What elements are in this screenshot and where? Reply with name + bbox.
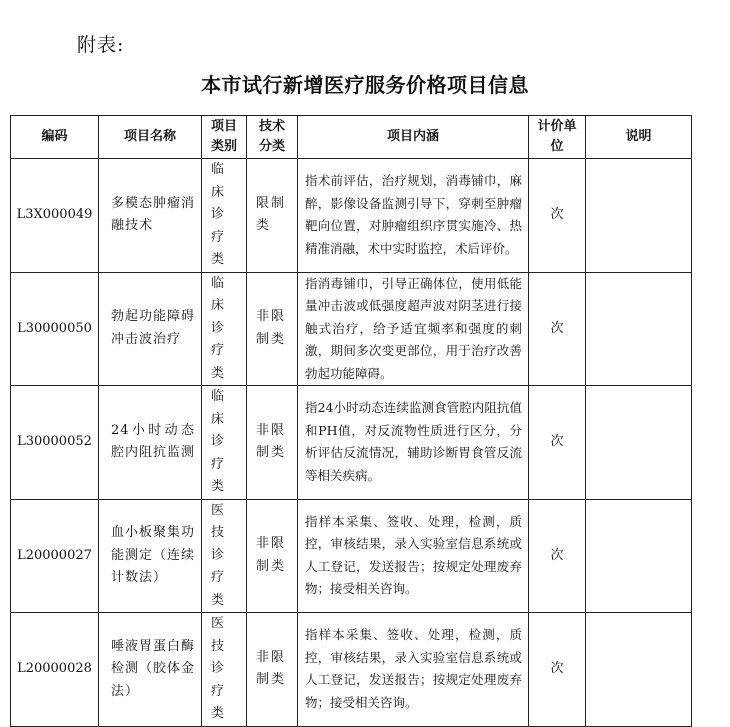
cell-tech-class: 非限制类 xyxy=(247,272,298,386)
cell-unit: 次 xyxy=(529,159,586,273)
cell-content: 指24小时动态连续监测食管腔内阻抗值和PH值，对反流物性质进行区分，分析评估反流情况，辅助诊断胃食管反流等相关疾病。 xyxy=(298,386,529,500)
cell-content: 指消毒铺巾，引导正确体位，使用低能量冲击波或低强度超声波对阴茎进行接触式治疗，给予适宜频率和强度的刺激，期间多次变更部位，用于治疗改善勃起功能障碍。 xyxy=(298,272,529,386)
document-title: 本市试行新增医疗服务价格项目信息 xyxy=(201,73,529,97)
cell-unit: 次 xyxy=(529,386,586,500)
header-tech-class: 技术分类 xyxy=(247,116,298,159)
header-category: 项目类别 xyxy=(202,116,247,159)
cell-name: 24小时动态腔内阻抗监测 xyxy=(99,386,202,500)
cell-note xyxy=(586,613,692,727)
cell-tech-class: 非限制类 xyxy=(247,386,298,500)
header-code: 编码 xyxy=(11,116,99,159)
cell-category: 医技诊疗类 xyxy=(202,499,247,613)
table-row xyxy=(11,613,692,727)
header-unit: 计价单位 xyxy=(529,116,586,159)
cell-unit: 次 xyxy=(529,613,586,727)
header-note: 说明 xyxy=(586,116,692,159)
cell-category: 临床诊疗类 xyxy=(202,159,247,273)
header-content: 项目内涵 xyxy=(298,116,529,159)
cell-name: 多模态肿瘤消融技术 xyxy=(99,159,202,273)
table-row xyxy=(11,159,692,273)
cell-name: 血小板聚集功能测定（连续计数法） xyxy=(99,499,202,613)
cell-code: L30000052 xyxy=(11,386,99,500)
table-header-row xyxy=(11,116,692,159)
cell-tech-class: 非限制类 xyxy=(247,499,298,613)
cell-tech-class: 限制类 xyxy=(247,159,298,273)
cell-content: 指样本采集、签收、处理，检测，质控，审核结果，录入实验室信息系统或人工登记，发送报告；按规定处理废弃物；接受相关咨询。 xyxy=(298,499,529,613)
cell-tech-class: 非限制类 xyxy=(247,613,298,727)
cell-category: 医技诊疗类 xyxy=(202,613,247,727)
price-item-table xyxy=(10,115,692,727)
cell-note xyxy=(586,159,692,273)
cell-note xyxy=(586,272,692,386)
cell-name: 唾液胃蛋白酶检测（胶体金法） xyxy=(99,613,202,727)
annex-label: 附表: xyxy=(77,34,125,56)
cell-name: 勃起功能障碍冲击波治疗 xyxy=(99,272,202,386)
cell-unit: 次 xyxy=(529,499,586,613)
cell-code: L3X000049 xyxy=(11,159,99,273)
cell-content: 指样本采集、签收、处理，检测，质控，审核结果，录入实验室信息系统或人工登记，发送报告；按规定处理废弃物；接受相关咨询。 xyxy=(298,613,529,727)
header-name: 项目名称 xyxy=(99,116,202,159)
cell-content: 指术前评估，治疗规划，消毒铺巾，麻醉，影像设备监测引导下，穿刺至肿瘤靶向位置，对肿瘤组织序贯实施冷、热精准消融，术中实时监控，术后评价。 xyxy=(298,159,529,273)
cell-code: L30000050 xyxy=(11,272,99,386)
table-row xyxy=(11,272,692,386)
cell-note xyxy=(586,499,692,613)
cell-category: 临床诊疗类 xyxy=(202,386,247,500)
table-row xyxy=(11,386,692,500)
table-row xyxy=(11,499,692,613)
cell-code: L20000028 xyxy=(11,613,99,727)
cell-unit: 次 xyxy=(529,272,586,386)
cell-category: 临床诊疗类 xyxy=(202,272,247,386)
cell-note xyxy=(586,386,692,500)
cell-code: L20000027 xyxy=(11,499,99,613)
